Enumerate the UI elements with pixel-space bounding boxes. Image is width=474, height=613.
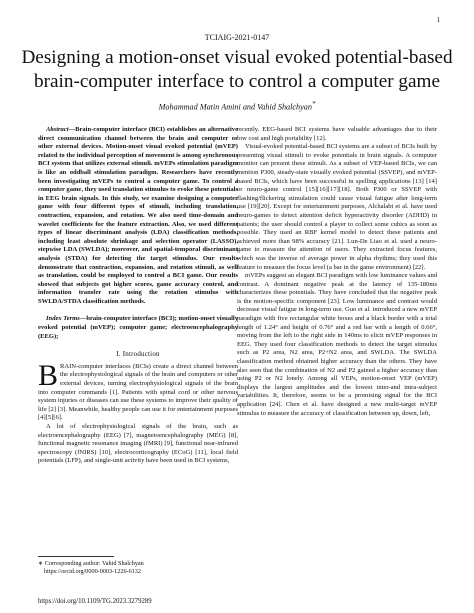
right-column: [237, 126, 437, 418]
page-number: 1: [436, 16, 440, 24]
drop-cap: B: [38, 358, 59, 392]
footnote-orcid-link[interactable]: https://orcid.org/0000-0003-1226-6132: [44, 568, 141, 575]
doi-link[interactable]: https://doi.org/10.1109/TG.2023.3279289: [38, 598, 152, 605]
footnote: [38, 560, 238, 576]
manuscript-id: TCIAIG-2021-0147: [204, 33, 270, 42]
right-paragraph-1: recently. EEG-based BCI systems have valuable advantages due to their low cost and high portability [12].: [237, 126, 437, 142]
author-names: Mohammad Matin Amini and Vahid Shalchyan: [158, 102, 312, 112]
footnote-corresponding-author: ∗ Corresponding author: Vahid Shalchyan: [38, 560, 144, 567]
section-heading-introduction: I. Introduction: [116, 350, 160, 359]
abstract: [38, 126, 238, 306]
abstract-lead: Abstract: [46, 126, 69, 133]
paper-title: Designing a motion-onset visual evoked potential-based brain-computer interface to control a computer game: [21, 47, 453, 92]
index-terms: [38, 315, 238, 341]
right-paragraph-3: mVEPs suggest an elegant BCI paradigm with low luminance values and contrast. A dominant negative peak at the latency of 135-180ms characterizes these potentials. They have concluded that the negative peak is the motion-specific component [23]. Low luminance and contrast would decrease visual fatigue in long-term use. Guo et al. introduced a new mVEP paradigm with five rectangular white boxes and a black border with a total length of 1.24° and height of 0.76° and a red bar with a length of 0.66°, moving from the left to the right side in 140ms to elicit mVEP responses in EEG. They used four classification methods to detect the target stimulus such as P2 area, N2 area, P2+N2 area, and SWLDA. The SWLDA classification method obtained higher accuracy than the others. They have also seen that the combination of N2 and P2 gained a higher accuracy than using P2 or N2 lonely. Among all VEPs, motion-onset VEP (mVEP) displays the largest amplitudes and the lowest inter-and intra-subject variabilities. It, therefore, seems to be a promising signal for the BCI application [24]. Chen et al. have designed a new multi-target mVEP stimulus to measure the accuracy of classification between up, down, left,: [237, 272, 437, 417]
abstract-text: —Brain-computer interface (BCI) establishes an alternative direct communication channel between the brain and computer or other external devices. Motion-onset visual evoked potential (mVEP) related to the individual perception of movement is among synchronous BCI system that utilizes external stimuli. mVEPs stimulation paradigm is like an oddball stimulation paradigm. Researchers have recently been investigating mVEPs to control a computer game. To control a computer game, they used translation stimulus to evoke these potentials in EEG brain signals. In this study, we examine designing a computer game with four different types of stimuli, including translation, contraction, expansion, and rotation. We also used time-domain and wavelet coefficients for the feature extraction. Also, we used different types of linear discriminant analysis (LDA) classification methods, including least absolute shrinkage and selection operator (LASSO), stepwise LDA (SWLDA); moreover, and spatial-temporal discriminant analysis (STDA) for detecting the target stimulus. Our results demonstrate that contraction, expansion, and rotation stimuli, as well as translation, could be employed to control a BCI game. Our results showed that subjects got higher scores, game accuracy control, and information transfer rate using the rotation stimulus with SWLDA/STDA classification methods.: [38, 126, 238, 305]
index-terms-lead: Index Terms: [46, 315, 80, 323]
author-line: [0, 101, 474, 112]
left-column: [38, 126, 238, 466]
index-terms-text: —brain-computer interface (BCI); motion-onset visually evoked potential (mVEP); computer game; electroencephalography (EEG);: [38, 315, 239, 340]
intro-paragraph-1-text: RAIN-computer interfaces (BCIs) create a direct channel between the electrophysiological signals of the brain and computers or other external devices, turning electrophysiological signals of the brain into computer commands [1]. Patients with spinal cord or other nervous system injuries or diseases can use these systems to improve their quality of life [2] [3]. Meanwhile, healthy people can use it for entertainment purposes [4][5][6].: [38, 362, 238, 422]
intro-paragraph-2: A lot of electrophysiological signals of the brain, such as electroencephalography (EEG) [7], magnetoencephalography (MEG) [8], functional magnetic resonance imaging (fMRI) [9], functional near-infrared spectroscopy (fNIRS) [10], electrocorticography (ECoG) [11], local field potentials (LFP), and single-unit activity have been used in BCI systems,: [38, 423, 238, 465]
footnote-rule: [38, 556, 114, 557]
intro-paragraph-1: [38, 358, 238, 423]
corresponding-author-mark: *: [311, 101, 316, 108]
right-paragraph-2: Visual-evoked potential-based BCI systems are a subset of BCIs built by presenting visual stimuli to evoke potentials in brain signals. A computer monitor can present these stimuli. As a subset of VEP-based BCIs, we can mention P300, steady-state visually evoked potential (SSVEP), and mVEP-based BCIs, which have been successful in spelling applications [13] [14] or neuro-game control [15][16][17][18]. Both P300 or SSVEP with flashing/flickering stimulation could cause visual fatigue after long-term use [19][20]. Except for entertainment purposes, Alchalabi et al. have used neuro-games to detect attention deficit hyperactivity disorder (ADHD) in patients; the user should control a player to collect some cubics as soon as possible. They used an RBF kernel model to detect these patients and achieved more than 98% accuracy [21]. Lun-De Liao et al. used a neuro-game to measure the attention of users. They extracted focus features, which was the inverse of average power in alpha rhythms; they used this feature to measure the focus level (a bar in the game environment) [22].: [237, 143, 437, 271]
